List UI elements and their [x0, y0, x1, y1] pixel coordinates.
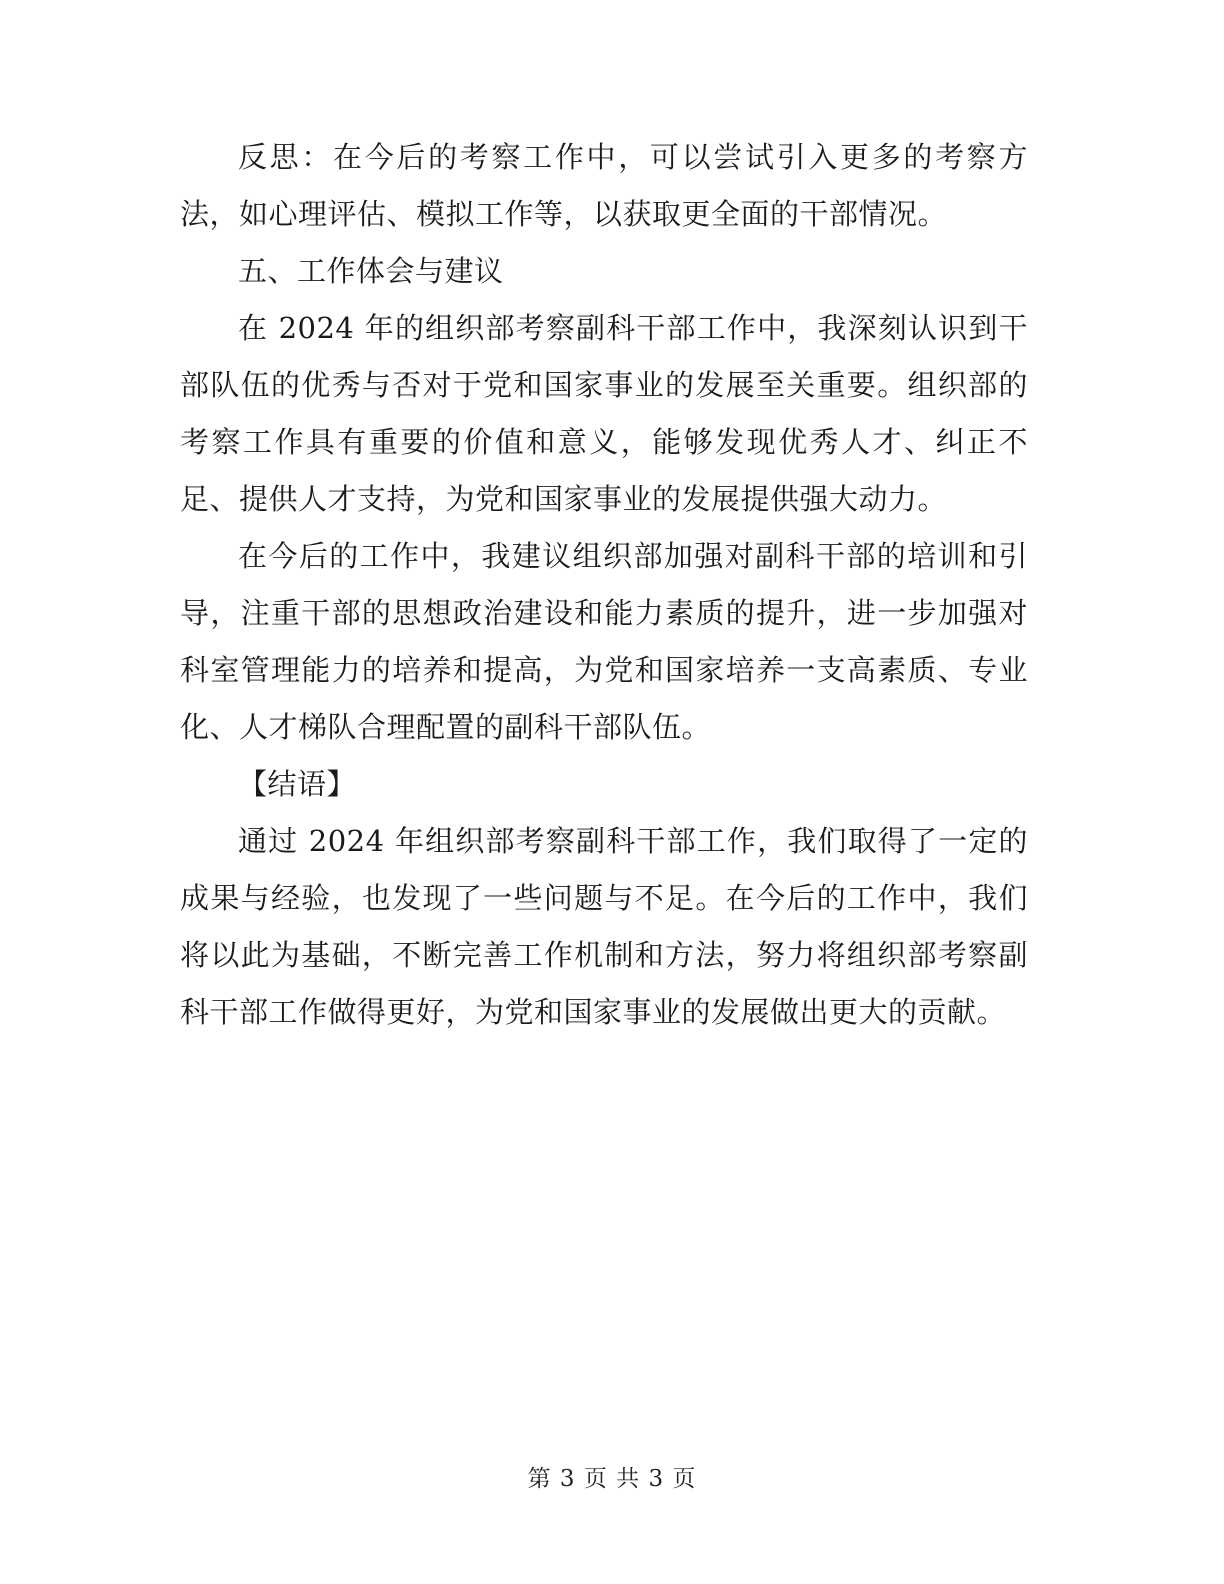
conclusion-heading: 【结语】	[238, 767, 357, 801]
reflection-paragraph: 反思：在今后的考察工作中，可以尝试引入更多的考察方法，如心理评估、模拟工作等，以获取更全面的干部情况。	[180, 140, 1028, 231]
body-paragraph: 在今后的工作中，我建议组织部加强对副科干部的培训和引导，注重干部的思想政治建设和能力素质的提升，进一步加强对科室管理能力的培养和提高，为党和国家培养一支高素质、专业化、人才梯队合理配置的副科干部队伍。	[180, 539, 1028, 744]
page-number-footer: 第 3 页 共 3 页	[527, 1466, 697, 1492]
conclusion-paragraph: 通过 2024 年组织部考察副科干部工作，我们取得了一定的成果与经验，也发现了一些问题与不足。在今后的工作中，我们将以此为基础，不断完善工作机制和方法，努力将组织部考察副科干部工作做得更好，为党和国家事业的发展做出更大的贡献。	[180, 824, 1028, 1029]
body-paragraph: 在 2024 年的组织部考察副科干部工作中，我深刻认识到干部队伍的优秀与否对于党和国家事业的发展至关重要。组织部的考察工作具有重要的价值和意义，能够发现优秀人才、纠正不足、提供人才支持，为党和国家事业的发展提供强大动力。	[180, 311, 1028, 516]
document-body	[180, 129, 1028, 1041]
section-heading-five: 五、工作体会与建议	[238, 254, 504, 288]
